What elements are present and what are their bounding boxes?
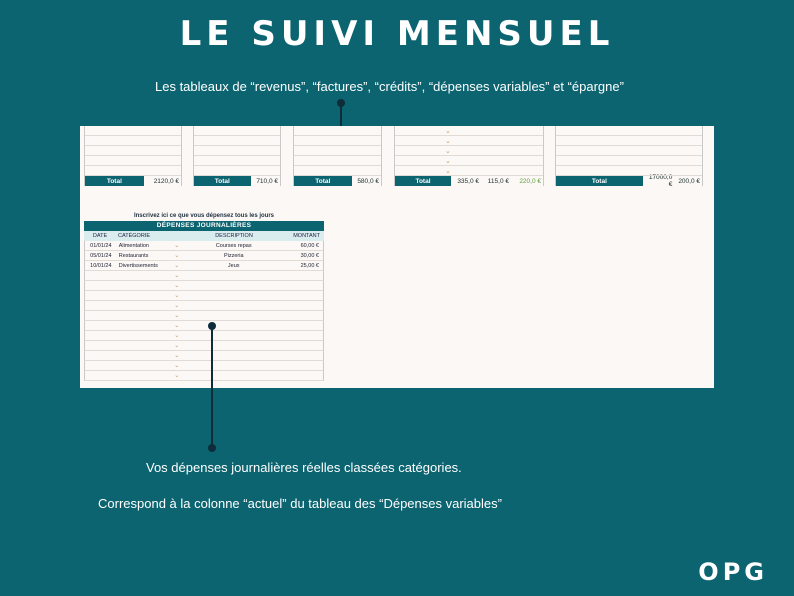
col-amount: MONTANT	[293, 233, 320, 239]
category-dropdown-icon[interactable]: ⌄	[174, 323, 180, 329]
category-dropdown-icon[interactable]: ⌄	[174, 363, 180, 369]
daily-heading: DÉPENSES JOURNALIÈRES	[84, 221, 324, 231]
table-row	[84, 281, 324, 291]
total-row	[194, 176, 280, 186]
spreadsheet-preview	[80, 126, 714, 388]
total-label: Total	[85, 176, 144, 186]
pointer-dot-daily-end	[208, 444, 216, 452]
caption-daily: Vos dépenses journalières réelles classées catégories.	[146, 460, 462, 475]
total-value: 115,0 €	[487, 177, 509, 185]
category-dropdown-icon[interactable]: ⌄	[174, 293, 180, 299]
table-row	[84, 291, 324, 301]
col-category: CATÉGORIE	[118, 233, 150, 239]
mini-table-revenus	[84, 126, 182, 186]
mini-table-epargne	[555, 126, 703, 186]
table-row	[84, 311, 324, 321]
total-label: Total	[194, 176, 251, 186]
category-dropdown-icon[interactable]: ⌄	[174, 313, 180, 319]
table-row	[84, 321, 324, 331]
daily-expenses-table	[84, 212, 324, 381]
total-label: Total	[395, 176, 451, 186]
caption-tables: Les tableaux de “revenus”, “factures”, “crédits”, “dépenses variables” et “épargne”	[155, 79, 624, 94]
total-label: Total	[294, 176, 352, 186]
table-row	[84, 261, 324, 271]
category-dropdown-icon[interactable]: ⌄	[174, 303, 180, 309]
table-row	[84, 251, 324, 261]
category-dropdown-icon[interactable]: ⌄	[174, 243, 180, 249]
category-dropdown-icon[interactable]: ⌄	[174, 343, 180, 349]
table-row	[84, 241, 324, 251]
table-row	[84, 301, 324, 311]
total-value: 200,0 €	[678, 177, 700, 185]
category-cell: Alimentation	[118, 242, 149, 249]
daily-hint: Inscrivez ici ce que vous dépensez tous les jours	[133, 213, 275, 219]
date-cell: 01/01/24	[90, 242, 112, 249]
table-row	[84, 351, 324, 361]
category-dropdown-icon[interactable]: ⌄	[174, 353, 180, 359]
col-date: DATE	[92, 233, 108, 239]
total-row	[395, 176, 543, 186]
mini-table-depenses-variables: ⌄ ⌄ ⌄ ⌄ ⌄ Total 335,0 € 115,0 € 220,0 €	[394, 126, 544, 186]
total-row	[556, 176, 702, 186]
amount-cell: 60,00 €	[300, 242, 319, 249]
daily-column-headers	[84, 231, 324, 241]
description-cell: Courses repas	[215, 242, 252, 249]
table-row	[84, 361, 324, 371]
category-dropdown-icon[interactable]: ⌄	[174, 273, 180, 279]
mini-table-factures	[193, 126, 281, 186]
opg-logo: OPG	[698, 558, 768, 586]
page-title: LE SUIVI MENSUEL	[179, 14, 615, 54]
amount-cell: 30,00 €	[300, 252, 319, 259]
date-cell: 10/01/24	[90, 262, 112, 269]
category-dropdown-icon[interactable]: ⌄	[174, 373, 180, 379]
total-row	[294, 176, 381, 186]
col-description: DESCRIPTION	[215, 233, 253, 239]
category-dropdown-icon[interactable]: ⌄	[174, 253, 180, 259]
total-value: 335,0 €	[457, 177, 479, 185]
pointer-line-daily	[211, 327, 213, 447]
total-value: 2120,0 €	[153, 177, 179, 185]
table-row	[84, 271, 324, 281]
total-label: Total	[556, 176, 643, 186]
category-dropdown-icon[interactable]: ⌄	[174, 263, 180, 269]
total-value: 17000,0 €	[648, 174, 673, 188]
category-cell: Restaurants	[118, 252, 149, 259]
caption-correspond: Correspond à la colonne “actuel” du tableau des “Dépenses variables”	[98, 496, 502, 511]
mini-table-credits	[293, 126, 382, 186]
description-cell: Pizzeria	[223, 252, 244, 259]
category-cell: Divertissements	[118, 262, 158, 269]
category-dropdown-icon[interactable]: ⌄	[174, 283, 180, 289]
date-cell: 05/01/24	[90, 252, 112, 259]
total-value: 710,0 €	[256, 177, 278, 185]
table-row	[84, 341, 324, 351]
total-value-difference: 220,0 €	[519, 177, 541, 185]
amount-cell: 25,00 €	[300, 262, 319, 269]
table-row	[84, 371, 324, 381]
total-value: 580,0 €	[357, 177, 379, 185]
table-row	[84, 331, 324, 341]
description-cell: Jeux	[227, 262, 240, 269]
category-dropdown-icon[interactable]: ⌄	[174, 333, 180, 339]
total-row	[85, 176, 181, 186]
